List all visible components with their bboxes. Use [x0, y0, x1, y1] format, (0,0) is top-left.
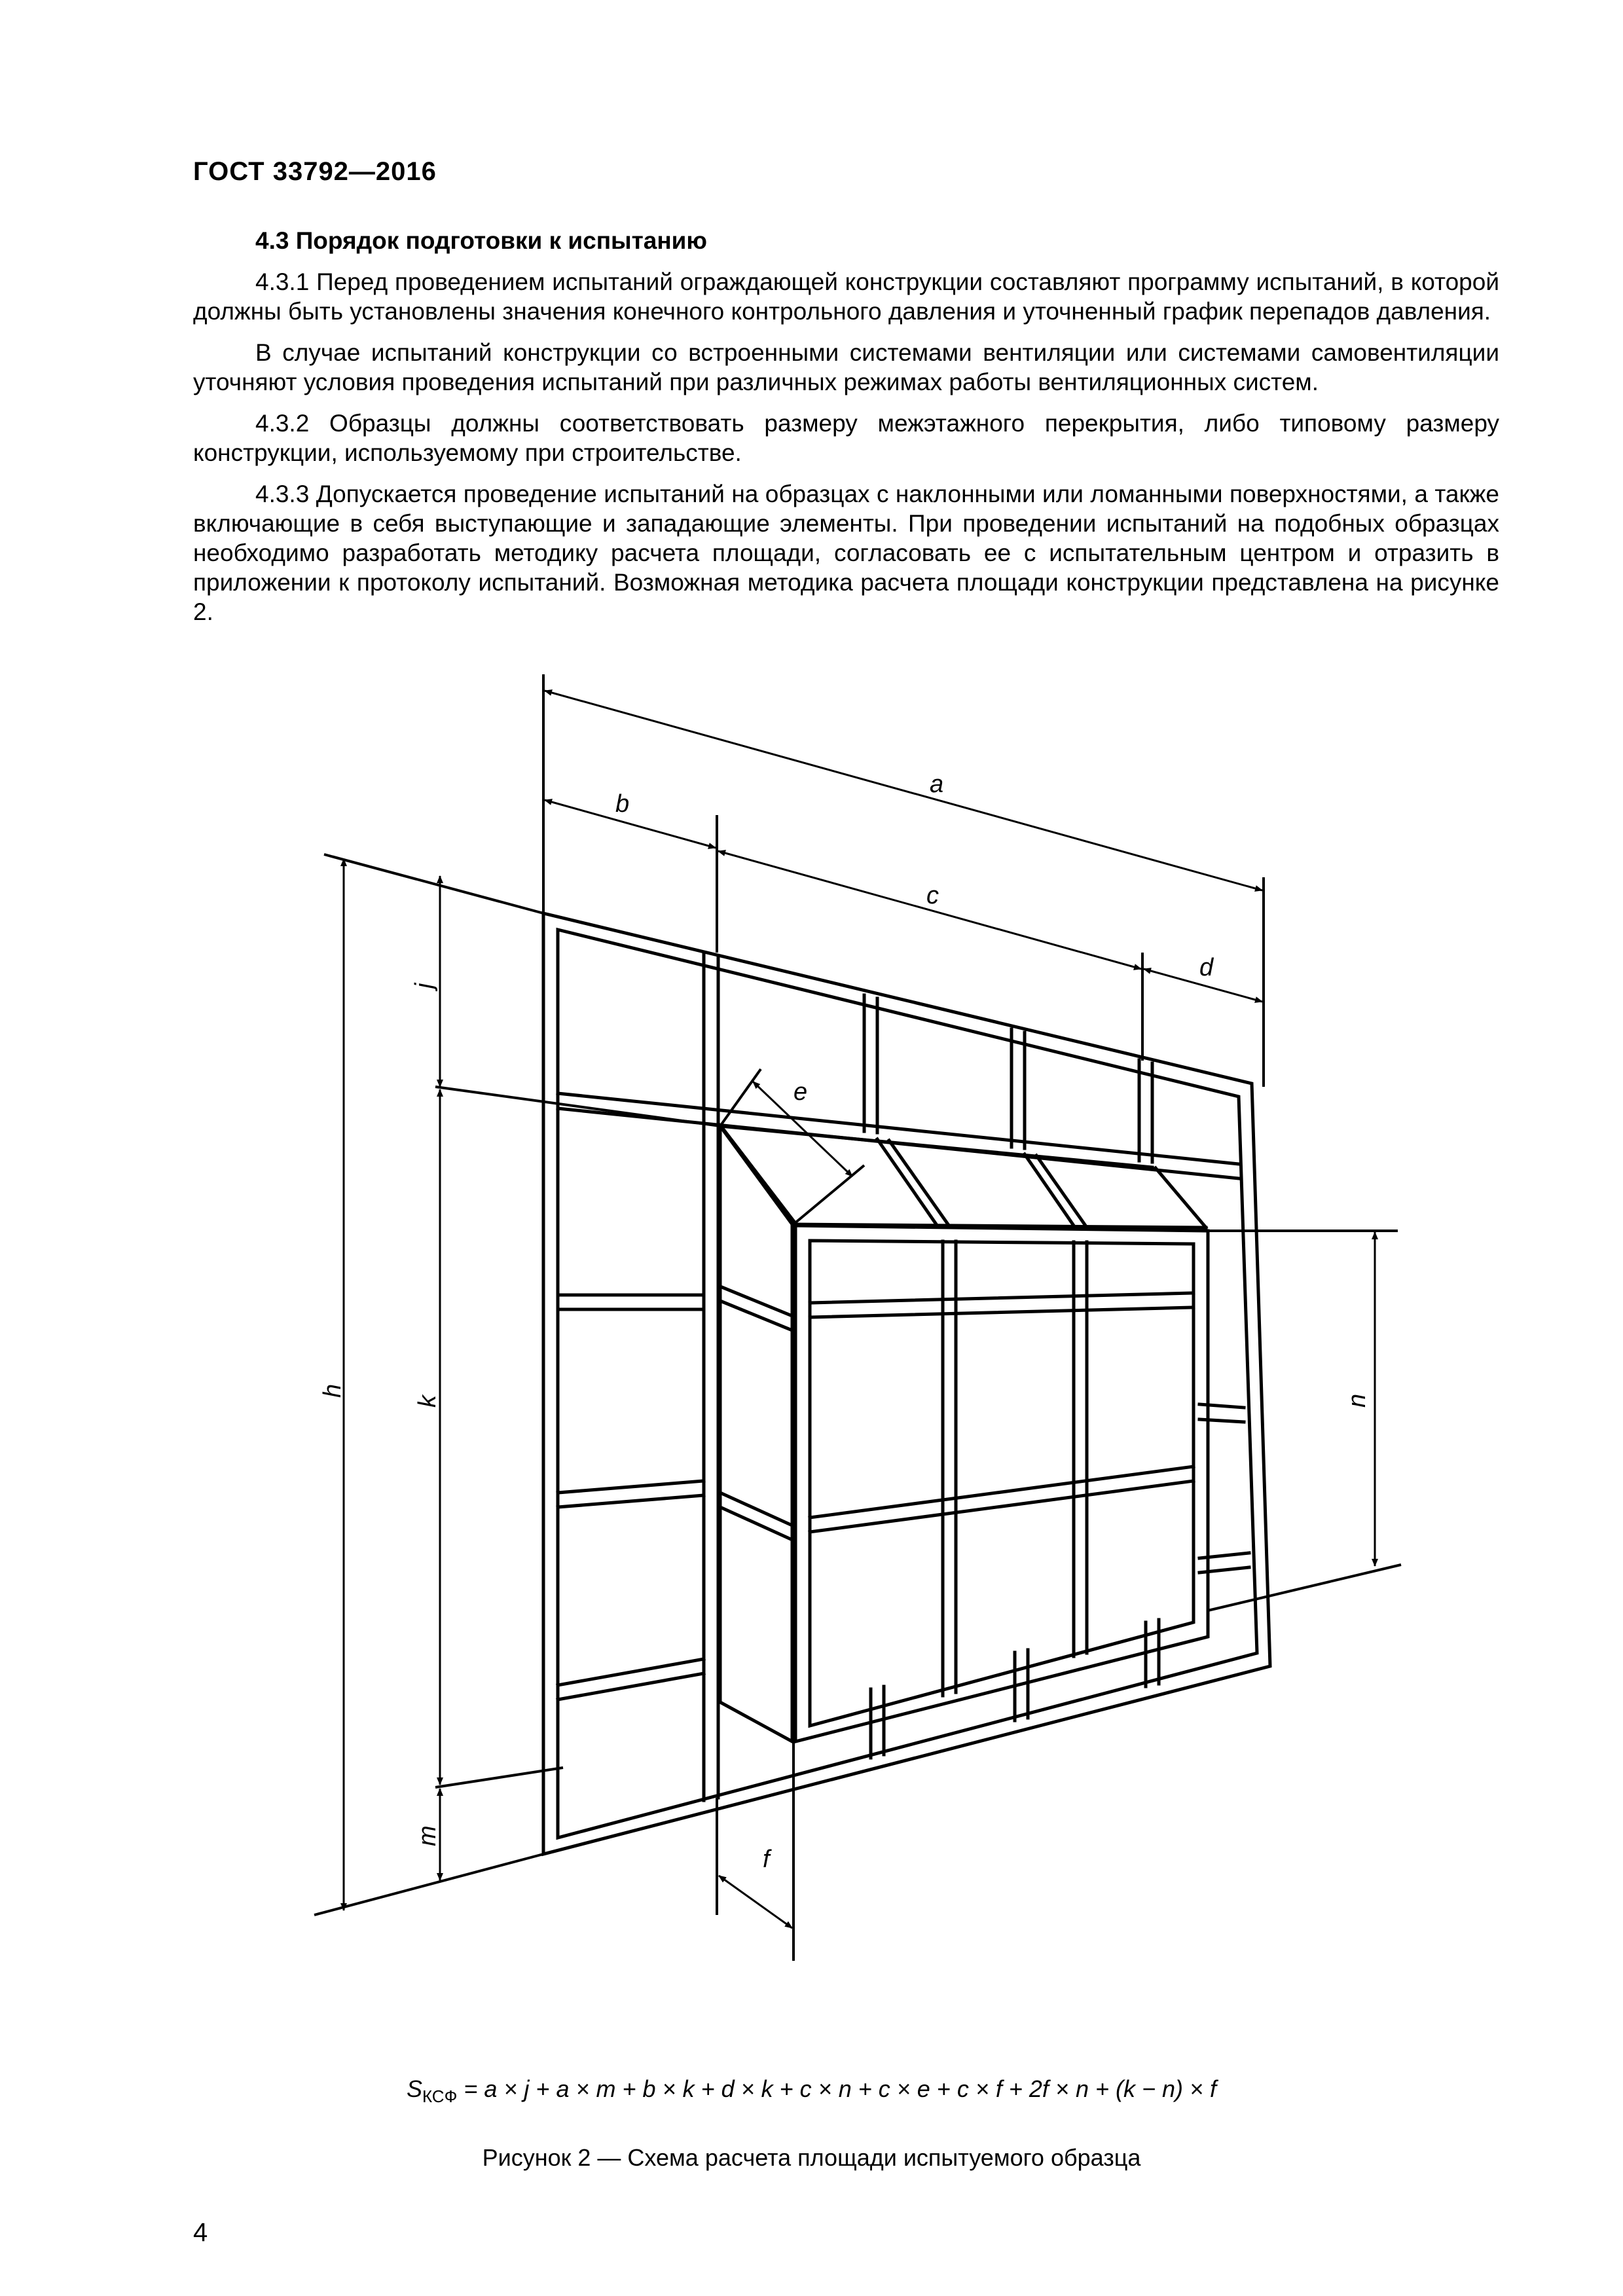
- formula-symbol: S: [406, 2075, 422, 2102]
- paragraph-ventilation: В случае испытаний конструкции со встроенными системами вентиляции или системами самовентиляции уточняют условия проведения испытаний при различных режимах работы вентиляционных систем.: [193, 339, 1499, 395]
- paragraph-4-3-2: 4.3.2 Образцы должны соответствовать размеру межэтажного перекрытия, либо типовому размеру конструкции, используемому при строительстве.: [193, 410, 1499, 466]
- dim-label-f: f: [763, 1846, 770, 1873]
- paragraph-4-3-1: 4.3.1 Перед проведением испытаний ограждающей конструкции составляют программу испытаний, в которой должны быть установлены значения конечного контрольного давления и уточненный график перепадов давления.: [193, 268, 1499, 325]
- facade-frame: [543, 913, 1270, 1854]
- dim-label-k: k: [414, 1395, 441, 1408]
- dim-label-c: c: [926, 882, 939, 909]
- formula-subscript: КСФ: [422, 2086, 458, 2107]
- dim-label-j: j: [410, 983, 438, 989]
- paragraph-4-3-3: 4.3.3 Допускается проведение испытаний на образцах с наклонными или ломанными поверхностями, а также включающие в себя выступающие и западающие элементы. При проведении испытаний на подобных образцах необходимо разработать методику расчета площади, согласовать ее с испытательным центром и отразить в приложении к протоколу испытаний. Возможная методика расчета площади конструкции представлена на рисунке 2.: [193, 481, 1499, 625]
- facade-scheme-svg: [0, 655, 1623, 2069]
- dim-label-h: h: [319, 1383, 346, 1398]
- dimension-lines: [344, 691, 1375, 1928]
- dim-label-m: m: [414, 1825, 441, 1846]
- page-number: 4: [193, 2218, 208, 2247]
- figure-caption: Рисунок 2 — Схема расчета площади испытуемого образца: [482, 2144, 1141, 2171]
- area-formula: [0, 2075, 1623, 2107]
- formula-body: = a × j + a × m + b × k + d × k + c × n + c × e + c × f + 2f × n + (k − n) × f: [457, 2075, 1217, 2102]
- standard-code: ГОСТ 33792—2016: [193, 157, 437, 186]
- dim-label-a: a: [930, 771, 944, 798]
- dim-label-n: n: [1343, 1393, 1371, 1408]
- figure-2-diagram: [0, 655, 1623, 2069]
- dim-label-d: d: [1199, 954, 1214, 981]
- dim-label-b: b: [615, 790, 630, 818]
- section-text: [193, 226, 1499, 627]
- section-heading: 4.3 Порядок подготовки к испытанию: [255, 227, 708, 254]
- dim-label-e: e: [793, 1078, 808, 1106]
